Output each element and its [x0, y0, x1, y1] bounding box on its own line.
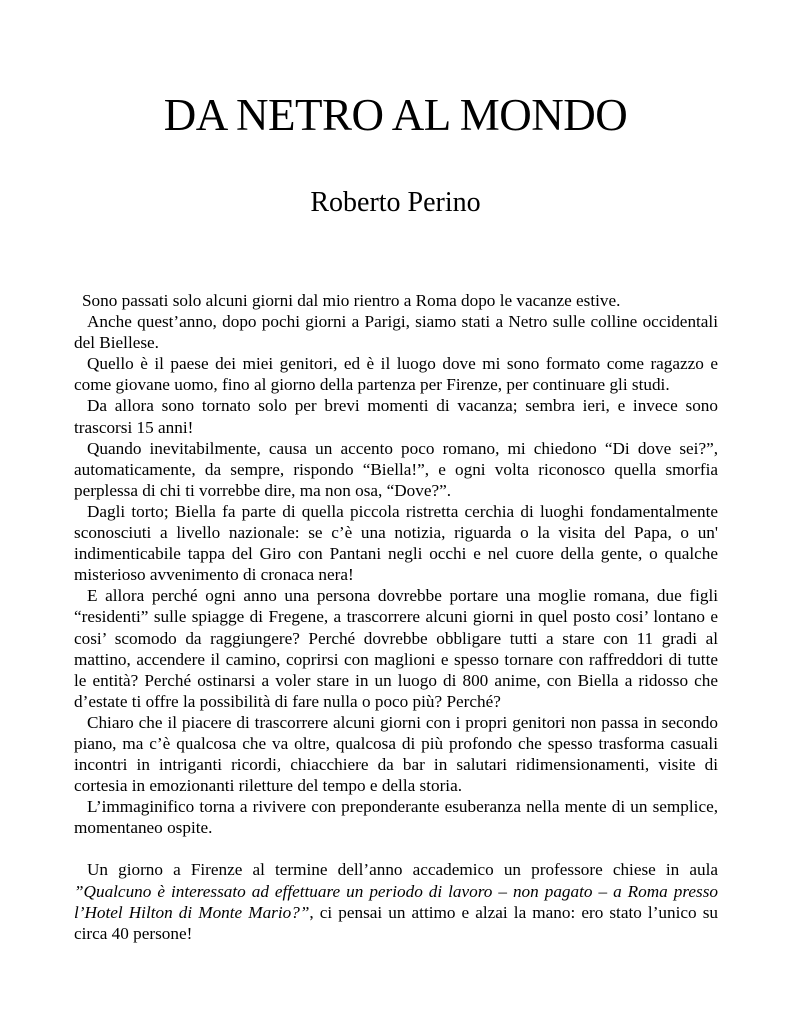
- paragraph-with-quote: [74, 859, 718, 943]
- paragraph: L’immaginifico torna a rivivere con preponderante esuberanza nella mente di un semplice, momentaneo ospite.: [74, 797, 718, 838]
- paragraph: Anche quest’anno, dopo pochi giorni a Parigi, siamo stati a Netro sulle colline occidentali del Biellese.: [74, 312, 718, 353]
- paragraph: Da allora sono tornato solo per brevi momenti di vacanza; sembra ieri, e invece sono trascorsi 15 anni!: [74, 396, 718, 437]
- document-author: Roberto Perino: [310, 187, 481, 218]
- italic-quote: ”Qualcuno è interessato ad effettuare un periodo di lavoro – non pagato – a Roma presso l’Hotel Hilton di Monte Mario?”: [74, 881, 718, 922]
- paragraph-outro: , ci pensai un attimo e alzai la mano: ero stato l’unico su circa 40 persone!: [74, 902, 718, 943]
- document-title: DA NETRO AL MONDO: [163, 90, 628, 140]
- paragraph-intro: Un giorno a Firenze al termine dell’anno accademico un professore chiese in aula: [87, 860, 718, 880]
- paragraph: Sono passati solo alcuni giorni dal mio rientro a Roma dopo le vacanze estive.: [82, 291, 621, 310]
- paragraph: Quando inevitabilmente, causa un accento poco romano, mi chiedono “Di dove sei?”, automaticamente, da sempre, rispondo “Biella!”, e ogni volta riconosco quella smorfia perplessa di chi ti vorrebbe dire, ma non osa, “Dove?”.: [74, 438, 718, 500]
- document-body: [74, 290, 718, 944]
- paragraph: Chiaro che il piacere di trascorrere alcuni giorni con i propri genitori non passa in secondo piano, ma c’è qualcosa che va oltre, qualcosa di più profondo che spesso trasforma casuali incontri in intriganti ricordi, chiacchiere da bar in salutari ridimensionamenti, visite di cortesia in emozionanti riletture del tempo e della storia.: [74, 712, 718, 796]
- paragraph: E allora perché ogni anno una persona dovrebbe portare una moglie romana, due figli “residenti” sulle spiagge di Fregene, a trascorrere alcuni giorni in quel posto cosi’ lontano e cosi’ scomodo da raggiungere? Perché dovrebbe obbligare tutti a stare con 11 gradi al mattino, accendere il camino, coprirsi con maglioni e spesso tornare con raffreddori di tutte le entità? Perché ostinarsi a voler stare in un luogo di 800 anime, con Biella a ridosso che d’estate ti offre la possibilità di fare nulla o poco più? Perché?: [74, 586, 718, 711]
- paragraph: Quello è il paese dei miei genitori, ed è il luogo dove mi sono formato come ragazzo e come giovane uomo, fino al giorno della partenza per Firenze, per continuare gli studi.: [74, 354, 718, 395]
- paragraph: Dagli torto; Biella fa parte di quella piccola ristretta cerchia di luoghi fondamentalmente sconosciuti a livello nazionale: se c’è una notizia, riguarda o la visita del Papa, o un' indimenticabile tappa del Giro con Pantani negli occhi e nel cuore della gente, o qualche misterioso avvenimento di cronaca nera!: [74, 501, 718, 585]
